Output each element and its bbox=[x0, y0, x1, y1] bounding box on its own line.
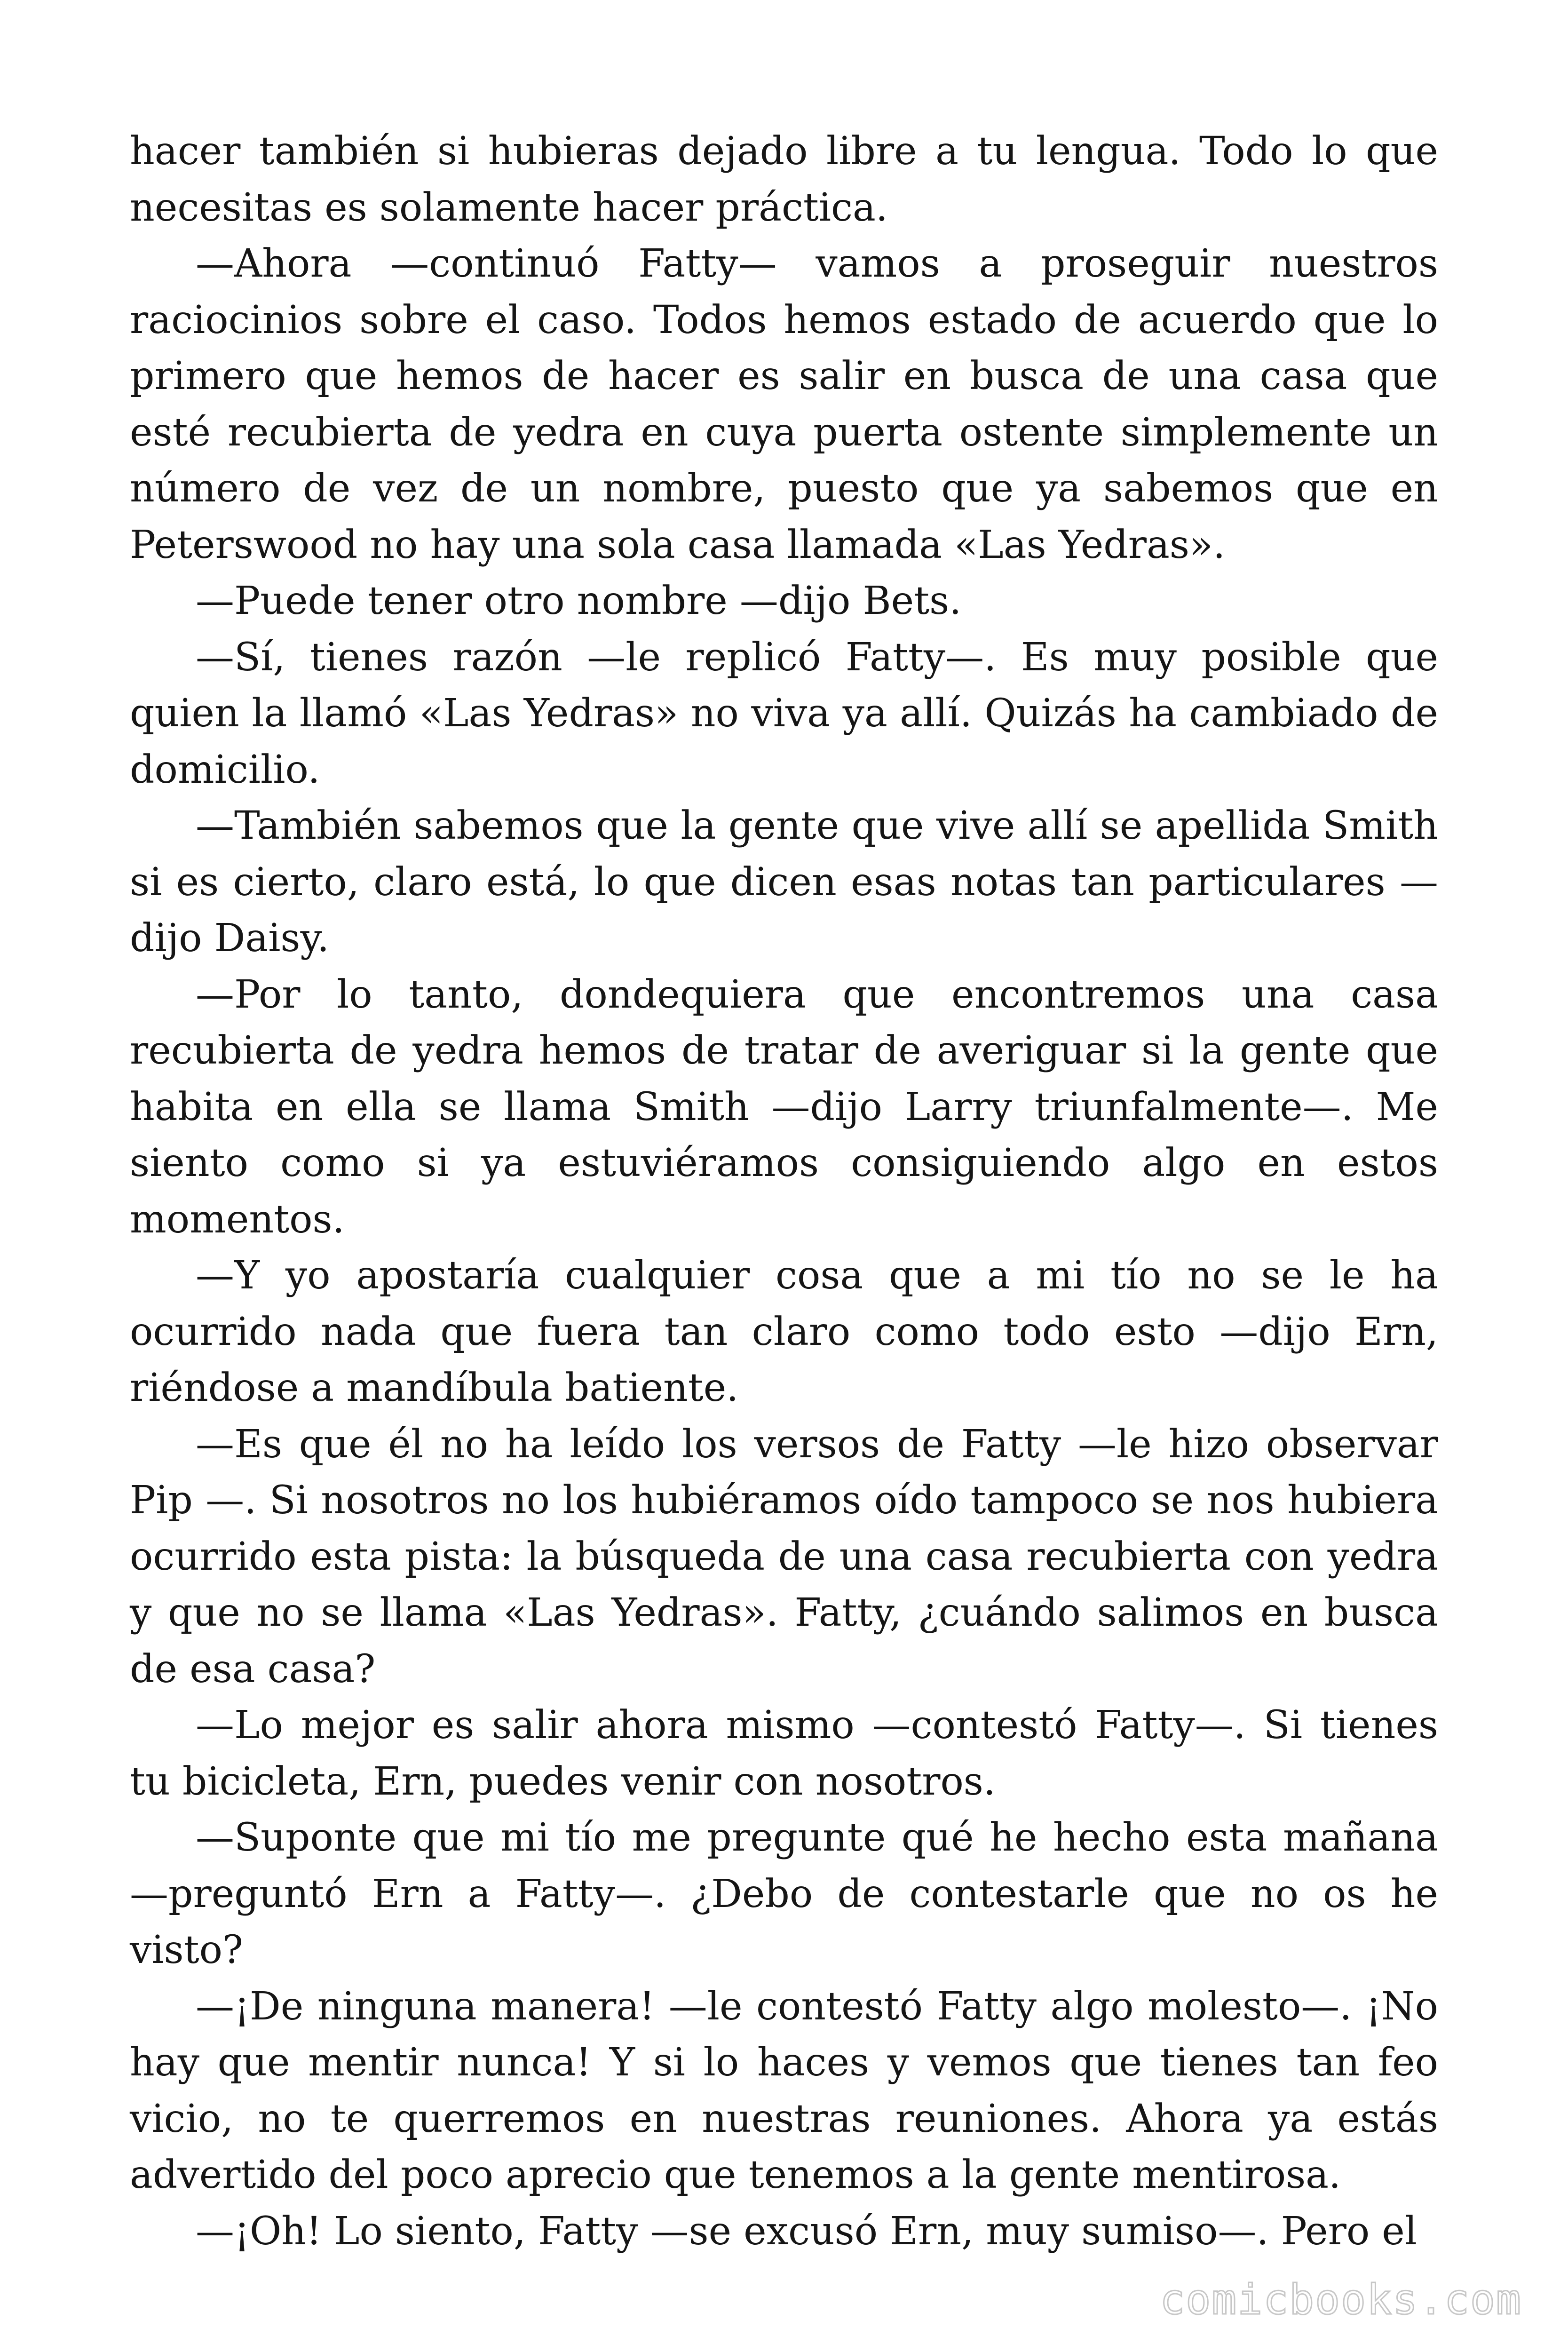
paragraph: —Puede tener otro nombre —dijo Bets. bbox=[196, 579, 962, 623]
paragraph: —Lo mejor es salir ahora mismo —contestó Fatty—. Si tienes tu bicicleta, Ern, puedes venir con nosotros. bbox=[130, 1703, 1438, 1804]
paragraph: —Y yo apostaría cualquier cosa que a mi tío no se le ha ocurrido nada que fuera tan claro como todo esto —dijo Ern, riéndose a mandíbula batiente. bbox=[130, 1253, 1438, 1410]
paragraph: —¡De ninguna manera! —le contestó Fatty algo molesto—. ¡No hay que mentir nunca! Y si lo haces y vemos que tienes tan feo vicio, no te querremos en nuestras reuniones. Ahora ya estás advertido del poco aprecio que tenemos a la gente mentirosa. bbox=[130, 1984, 1438, 2197]
body-text bbox=[130, 123, 1438, 2259]
watermark: comicbooks.com bbox=[1160, 2275, 1522, 2324]
paragraph: —Sí, tienes razón —le replicó Fatty—. Es muy posible que quien la llamó «Las Yedras» no viva ya allí. Quizás ha cambiado de domicilio. bbox=[130, 635, 1438, 792]
paragraph: —Suponte que mi tío me pregunte qué he hecho esta mañana —preguntó Ern a Fatty—. ¿Debo de contestarle que no os he visto? bbox=[130, 1815, 1438, 1972]
paragraph: —Por lo tanto, dondequiera que encontremos una casa recubierta de yedra hemos de tratar de averiguar si la gente que habita en ella se llama Smith —dijo Larry triunfalmente—. Me siento como si ya estuviéramos consiguiendo algo en estos momentos. bbox=[130, 972, 1438, 1242]
paragraph: —Es que él no ha leído los versos de Fatty —le hizo observar Pip —. Si nosotros no los hubiéramos oído tampoco se nos hubiera ocurrido esta pista: la búsqueda de una casa recubierta con yedra y que no se llama «Las Yedras». Fatty, ¿cuándo salimos en busca de esa casa? bbox=[130, 1422, 1438, 1692]
paragraph: hacer también si hubieras dejado libre a tu lengua. Todo lo que necesitas es solamente hacer práctica. bbox=[130, 129, 1438, 230]
paragraph: —También sabemos que la gente que vive allí se apellida Smith si es cierto, claro está, lo que dicen esas notas tan particulares —dijo Daisy. bbox=[130, 803, 1438, 961]
paragraph: —Ahora —continuó Fatty— vamos a proseguir nuestros raciocinios sobre el caso. Todos hemos estado de acuerdo que lo primero que hemos de hacer es salir en busca de una casa que esté recubierta de yedra en cuya puerta ostente simplemente un número de vez de un nombre, puesto que ya sabemos que en Peterswood no hay una sola casa llamada «Las Yedras». bbox=[130, 241, 1438, 567]
paragraph: —¡Oh! Lo siento, Fatty —se excusó Ern, muy sumiso—. Pero el bbox=[196, 2209, 1418, 2254]
